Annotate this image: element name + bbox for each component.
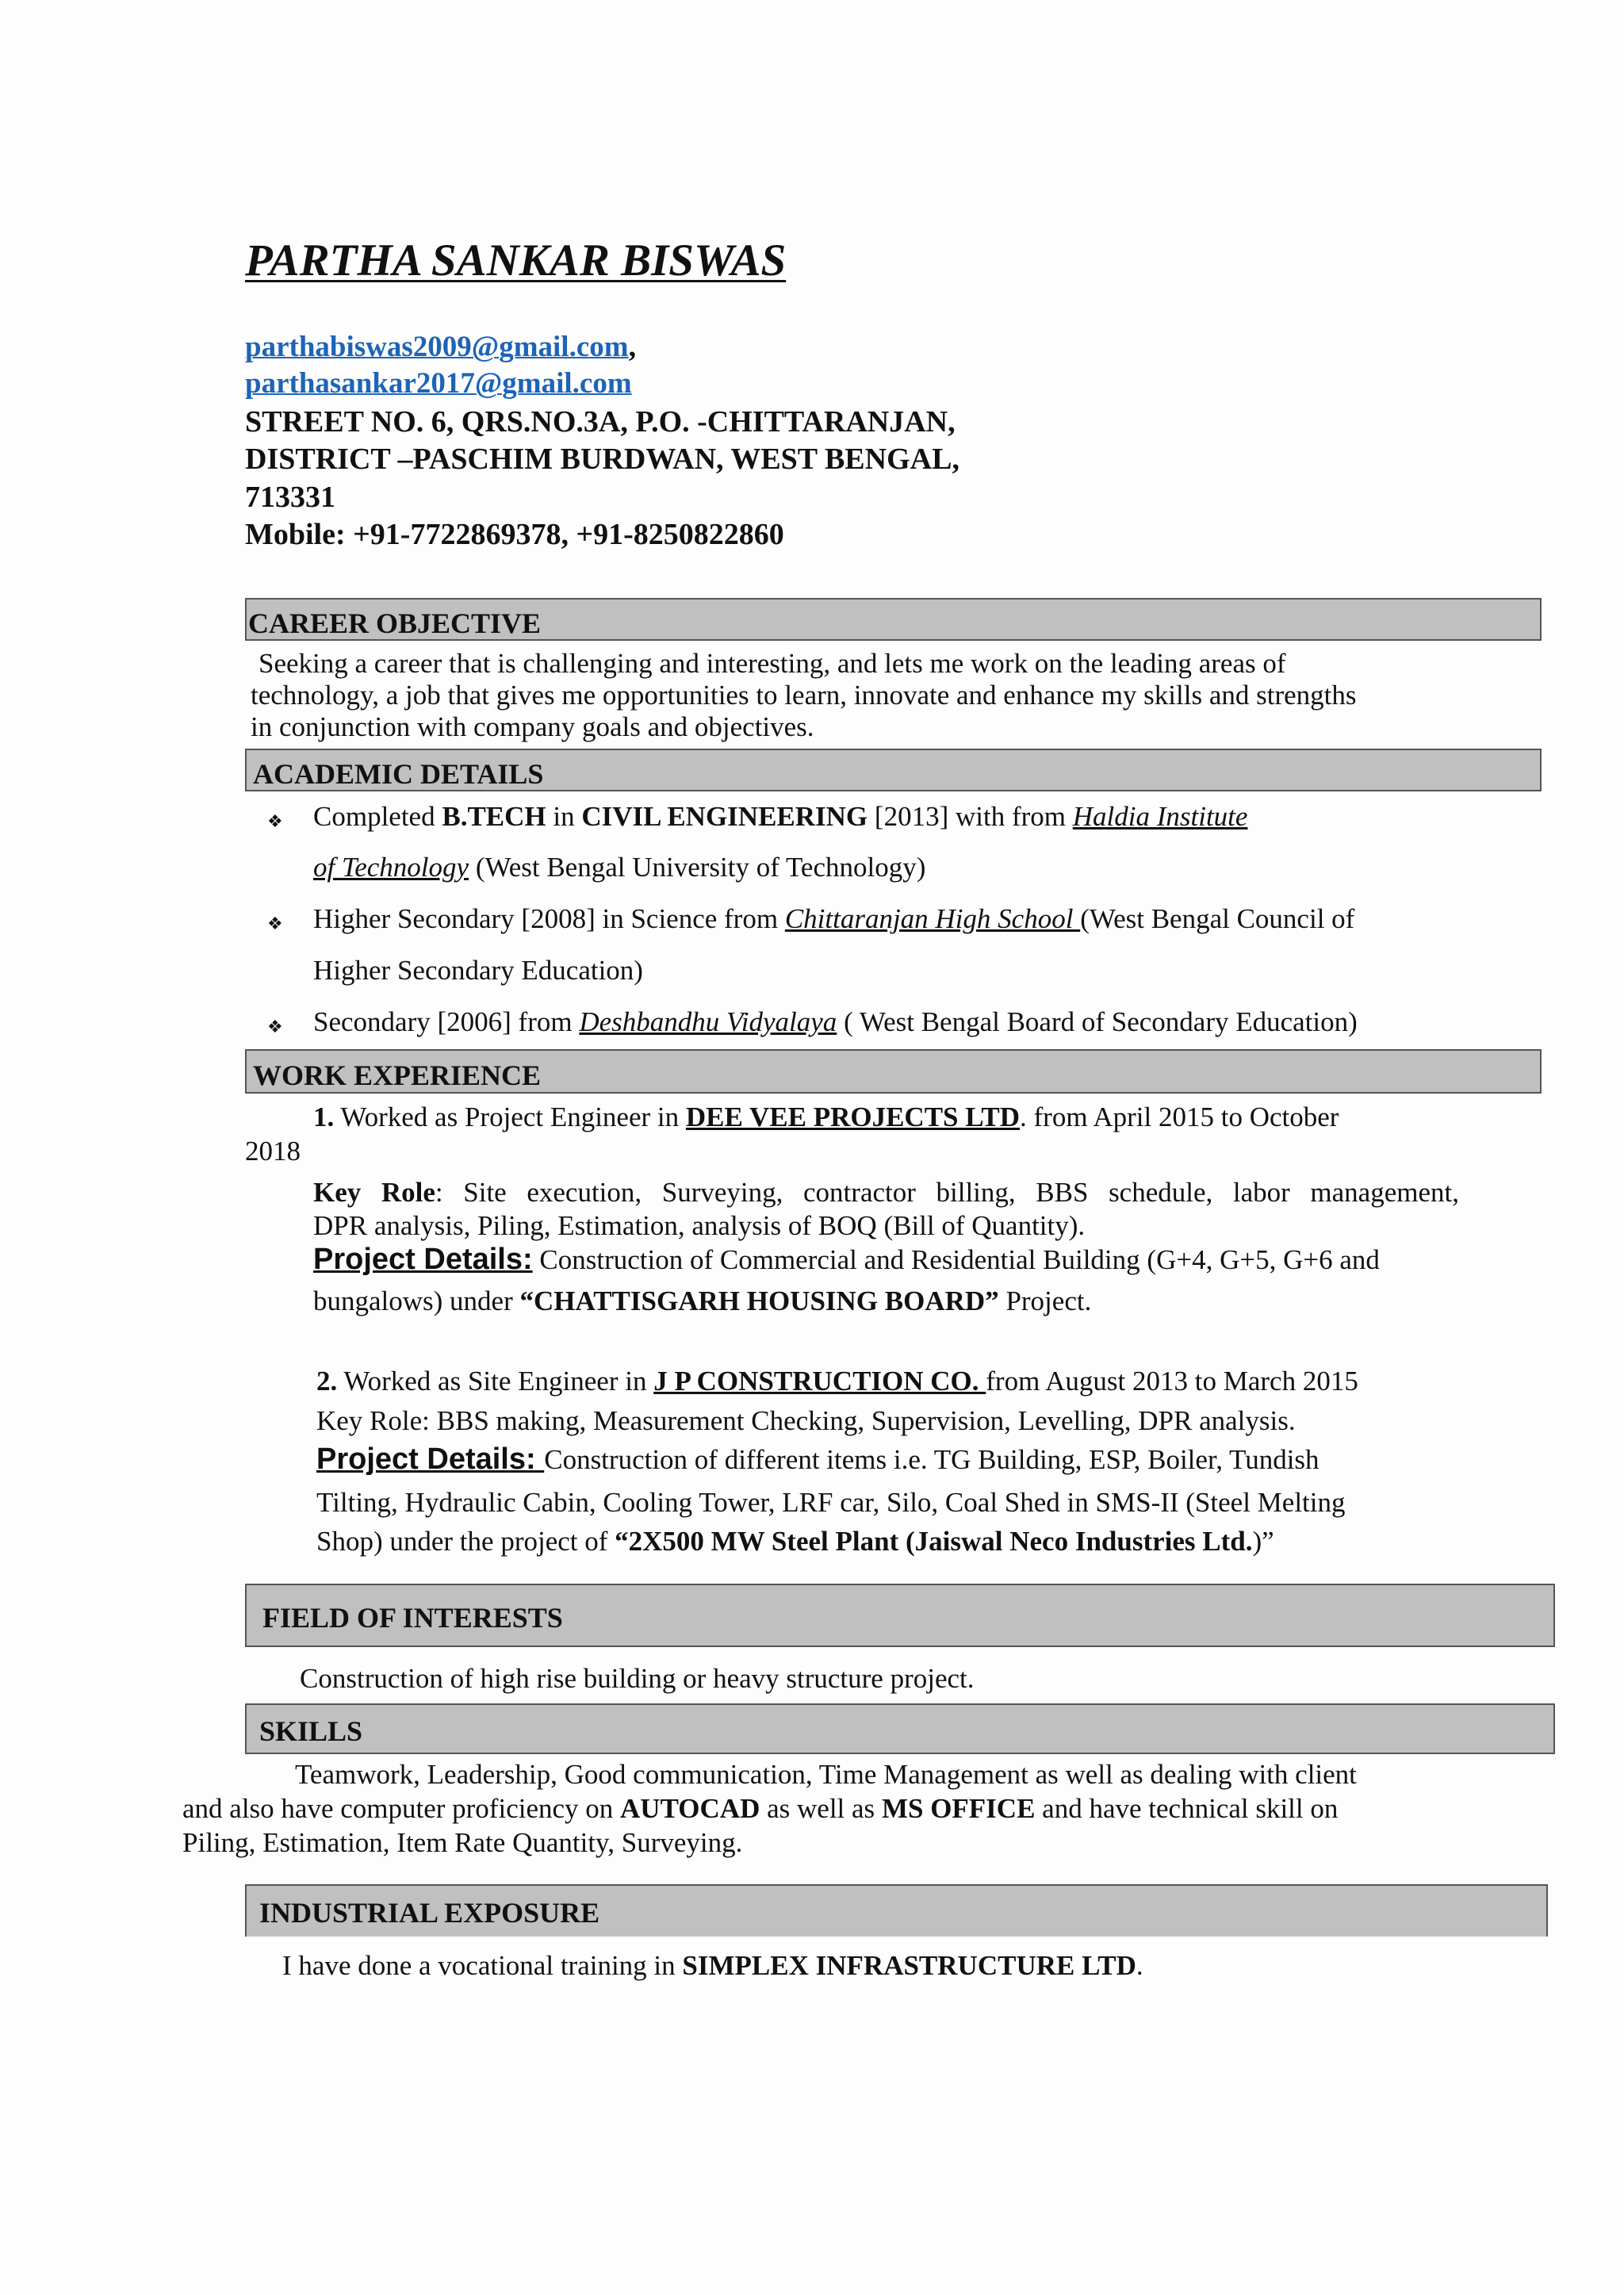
skills-heading: SKILLS — [259, 1715, 363, 1747]
academic-hs-line-1: Higher Secondary [2008] in Science from Chittaranjan High School (West Bengal Council of — [313, 903, 1355, 934]
skills-line-1: Teamwork, Leadership, Good communication, Time Management as well as dealing with client — [295, 1759, 1357, 1790]
job2-title-line: 2. Worked as Site Engineer in J P CONSTRUCTION CO. from August 2013 to March 2015 — [316, 1366, 1358, 1397]
pin-code: 713331 — [245, 481, 335, 514]
academic-details-heading: ACADEMIC DETAILS — [253, 758, 544, 790]
academic-btech-line-2: of Technology (West Bengal University of Technology) — [313, 852, 926, 883]
address-line-2: DISTRICT –PASCHIM BURDWAN, WEST BENGAL, — [245, 443, 959, 476]
diamond-bullet-icon: ❖ — [267, 1017, 283, 1036]
academic-secondary-line: Secondary [2006] from Deshbandhu Vidyalaya ( West Bengal Board of Secondary Education) — [313, 1006, 1358, 1037]
job1-key-role-line-2: DPR analysis, Piling, Estimation, analysis of BOQ (Bill of Quantity). — [313, 1210, 1086, 1241]
field-of-interests-heading: FIELD OF INTERESTS — [262, 1602, 563, 1634]
job2-project-details-line-2: Tilting, Hydraulic Cabin, Cooling Tower, LRF car, Silo, Coal Shed in SMS-II (Steel Melting — [316, 1487, 1346, 1518]
job2-project-details-line-1: Project Details: Construction of different items i.e. TG Building, ESP, Boiler, Tundish — [316, 1443, 1320, 1476]
academic-hs-line-2: Higher Secondary Education) — [313, 955, 643, 986]
career-objective-line-2: technology, a job that gives me opportunities to learn, innovate and enhance my skills and strengths — [251, 680, 1357, 711]
email-link-2[interactable]: parthasankar2017@gmail.com — [245, 367, 632, 400]
skills-line-3: Piling, Estimation, Item Rate Quantity, Surveying. — [182, 1827, 743, 1858]
address-line-1: STREET NO. 6, QRS.NO.3A, P.O. -CHITTARANJAN, — [245, 405, 956, 439]
career-objective-heading: CAREER OBJECTIVE — [248, 607, 542, 639]
industrial-exposure-text: I have done a vocational training in SIMPLEX INFRASTRUCTURE LTD. — [282, 1950, 1143, 1981]
job1-key-role-line-1: Key Role: Site execution, Surveying, contractor billing, BBS schedule, labor management, — [313, 1177, 1459, 1208]
job2-project-details-line-3: Shop) under the project of “2X500 MW Steel Plant (Jaiswal Neco Industries Ltd.)” — [316, 1526, 1274, 1557]
work-experience-heading: WORK EXPERIENCE — [253, 1059, 542, 1091]
industrial-exposure-heading: INDUSTRIAL EXPOSURE — [259, 1897, 600, 1929]
academic-details-bar — [245, 749, 1542, 791]
field-of-interests-text: Construction of high rise building or heavy structure project. — [300, 1663, 975, 1694]
diamond-bullet-icon: ❖ — [267, 914, 283, 933]
job2-key-role-line: Key Role: BBS making, Measurement Checking, Supervision, Levelling, DPR analysis. — [316, 1405, 1296, 1436]
email-link-1[interactable]: parthabiswas2009@gmail.com — [245, 331, 629, 363]
email-line-1: parthabiswas2009@gmail.com, — [245, 330, 637, 363]
job1-project-details-line-1: Project Details: Construction of Commercial and Residential Building (G+4, G+5, G+6 and — [313, 1243, 1380, 1276]
field-of-interests-bar — [245, 1584, 1555, 1647]
candidate-name: PARTHA SANKAR BISWAS — [245, 236, 787, 285]
job1-project-details-line-2: bungalows) under “CHATTISGARH HOUSING BOARD” Project. — [313, 1285, 1092, 1316]
work-experience-bar — [245, 1049, 1542, 1094]
skills-bar — [245, 1703, 1555, 1754]
mobile-numbers: Mobile: +91-7722869378, +91-8250822860 — [245, 518, 784, 551]
skills-line-2: and also have computer proficiency on AUTOCAD as well as MS OFFICE and have technical skill on — [182, 1793, 1339, 1824]
job1-title-line-2: 2018 — [245, 1136, 301, 1167]
email-line-2 — [245, 366, 632, 400]
career-objective-bar — [245, 598, 1542, 641]
career-objective-line-3: in conjunction with company goals and objectives. — [251, 711, 814, 742]
career-objective-line-1: Seeking a career that is challenging and interesting, and lets me work on the leading areas of — [259, 648, 1286, 679]
academic-btech-line-1: Completed B.TECH in CIVIL ENGINEERING [2013] with from Haldia Institute — [313, 801, 1248, 832]
industrial-exposure-bar — [245, 1884, 1548, 1937]
diamond-bullet-icon: ❖ — [267, 811, 283, 831]
job1-title-line: 1. Worked as Project Engineer in DEE VEE PROJECTS LTD. from April 2015 to October — [313, 1102, 1339, 1132]
